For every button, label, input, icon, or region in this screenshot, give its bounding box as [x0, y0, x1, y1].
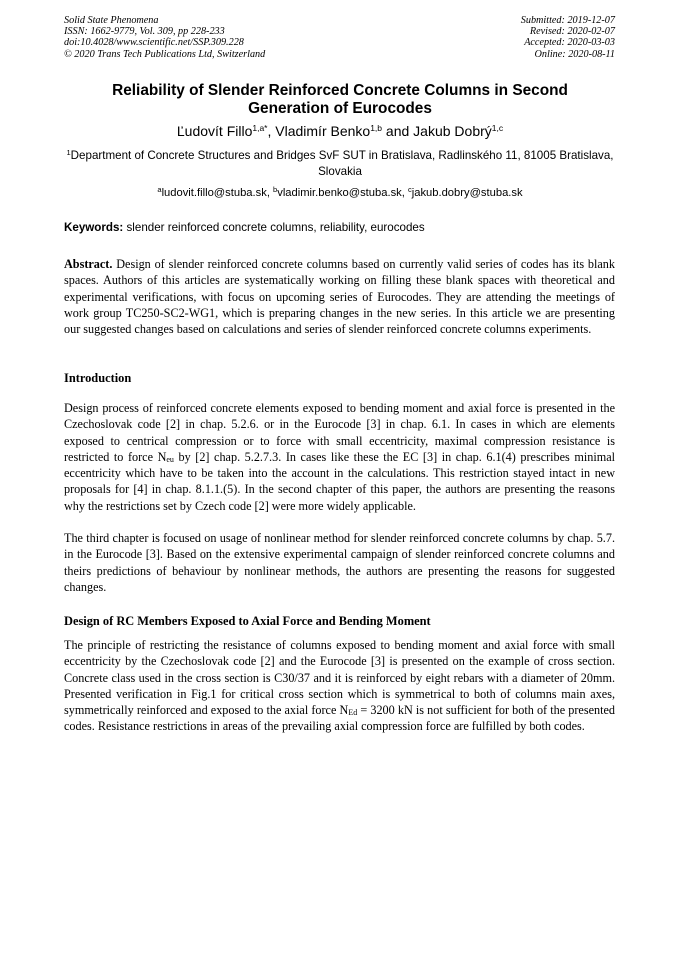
email-mark: b — [273, 185, 278, 194]
keywords-label: Keywords: — [64, 221, 124, 234]
journal-info — [64, 15, 265, 60]
date-online: Online: 2020-08-11 — [534, 48, 615, 60]
email-mark: c — [407, 185, 412, 194]
author-name: Ľudovít Fillo — [176, 123, 253, 139]
keywords-text: slender reinforced concrete columns, reliability, eurocodes — [123, 221, 425, 234]
affiliation-text: Department of Concrete Structures and Bridges SvF SUT in Bratislava, Radlinského 11, 81005 Bratislava, Slovakia — [70, 149, 614, 178]
abstract-label: Abstract. — [64, 257, 113, 271]
paragraph-text: by [2] chap. 5.2.7.3. In cases like these the EC [3] in chap. 6.1(4) prescribes minimal eccentricity which have to be taken into the account in the calculations. This restriction stayed intact in new proposals for [4] in chap. 8.1.1.(5). In the second chapter of this paper, the authors are presenting the reasons why the restrictions set by Czech code [2] were more widely applicable. — [64, 449, 615, 513]
intro-paragraph-1 — [64, 400, 615, 514]
paragraph-text: = 3200 kN is not sufficient for both of the presented codes. Resistance restrictions in areas of the prevailing axial compression force are fulfilled by both codes. — [64, 703, 615, 734]
author-name: Jakub Dobrý — [413, 123, 492, 139]
email-link[interactable]: jakub.dobry@stuba.sk — [411, 187, 523, 199]
abstract-text: Design of slender reinforced concrete columns based on currently valid series of codes has its blank spaces. Authors of this articles are systematically working on filling these blank spaces with theoretical and experimental verifications, with focus on upcoming series of Eurocodes. They are attending the meetings of work group TC250-SC2-WG1, which is preparing changes in the new series. In this article we are presenting our suggested changes based on calculations and series of slender reinforced concrete columns experiments. — [64, 257, 615, 337]
journal-issn: ISSN: 1662-9779, Vol. 309, pp 228-233 — [64, 26, 225, 38]
date-accepted: Accepted: 2020-03-03 — [524, 37, 615, 49]
author-separator: , — [267, 123, 276, 139]
author-name: Vladimír Benko — [275, 123, 371, 139]
subscript: Ed — [348, 708, 358, 718]
email-mark: a — [157, 185, 162, 194]
subscript: eu — [166, 454, 174, 464]
paper-title-line2: Generation of Eurocodes — [248, 100, 432, 117]
paper-title — [64, 82, 616, 118]
author-affil-mark: 1,c — [491, 123, 504, 133]
journal-doi: doi:10.4028/www.scientific.net/SSP.309.228 — [64, 37, 244, 49]
design-paragraph — [64, 637, 615, 735]
paragraph-text: The principle of restricting the resistance of columns exposed to bending moment and axial force with small eccentricity by the Czechoslovak code [2] and the Eurocode [3] is presented on the example of cross section. Concrete class used in the cross section is C30/37 and it is reinforced by eight rebars with a diameter of 20mm. Presented verification in Fig.1 for critical cross section which is symmetrical to both of columns main axes, symmetrically reinforced and exposed to the axial force N — [64, 638, 615, 718]
date-revised: Revised: 2020-02-07 — [529, 26, 615, 38]
author-affil-mark: 1,b — [370, 123, 383, 133]
paragraph-text: Design process of reinforced concrete elements exposed to bending moment and axial force is presented in the Czechoslovak code [2] in chap. 5.2.6. or in the Eurocode [3] in chap. 6.1. In cases in which are elements exposed to centrical compression or to force with small eccentricity, maximal compression resistance is restricted to force N — [64, 401, 615, 464]
journal-name: Solid State Phenomena — [64, 15, 159, 26]
journal-copyright: © 2020 Trans Tech Publications Ltd, Switzerland — [64, 48, 266, 60]
section-heading-introduction: Introduction — [64, 371, 132, 385]
author-separator: and — [382, 123, 414, 139]
email-link[interactable]: vladimir.benko@stuba.sk — [277, 187, 402, 199]
section-heading-design: Design of RC Members Exposed to Axial Force and Bending Moment — [64, 614, 431, 628]
dates-info — [521, 15, 615, 60]
email-separator: , — [401, 187, 408, 199]
date-submitted: Submitted: 2019-12-07 — [520, 15, 615, 26]
keywords — [64, 221, 616, 235]
author-affil-mark: 1,a* — [252, 123, 268, 133]
email-link[interactable]: ludovit.fillo@stuba.sk — [161, 187, 267, 199]
abstract — [64, 256, 615, 337]
paper-title-line1: Reliability of Slender Reinforced Concrete Columns in Second — [112, 82, 568, 99]
affiliation — [64, 148, 616, 180]
author-emails — [64, 186, 616, 200]
email-separator: , — [266, 187, 274, 199]
author-list — [64, 123, 616, 140]
intro-paragraph-2: The third chapter is focused on usage of nonlinear method for slender reinforced concrete columns by chap. 5.7. in the Eurocode [3]. Based on the extensive experimental campaign of slender reinforced concrete columns and theirs predictions of behaviour by nonlinear methods, the authors are presenting the reasons for suggested changes. — [64, 531, 615, 594]
affiliation-mark: 1 — [66, 148, 71, 157]
